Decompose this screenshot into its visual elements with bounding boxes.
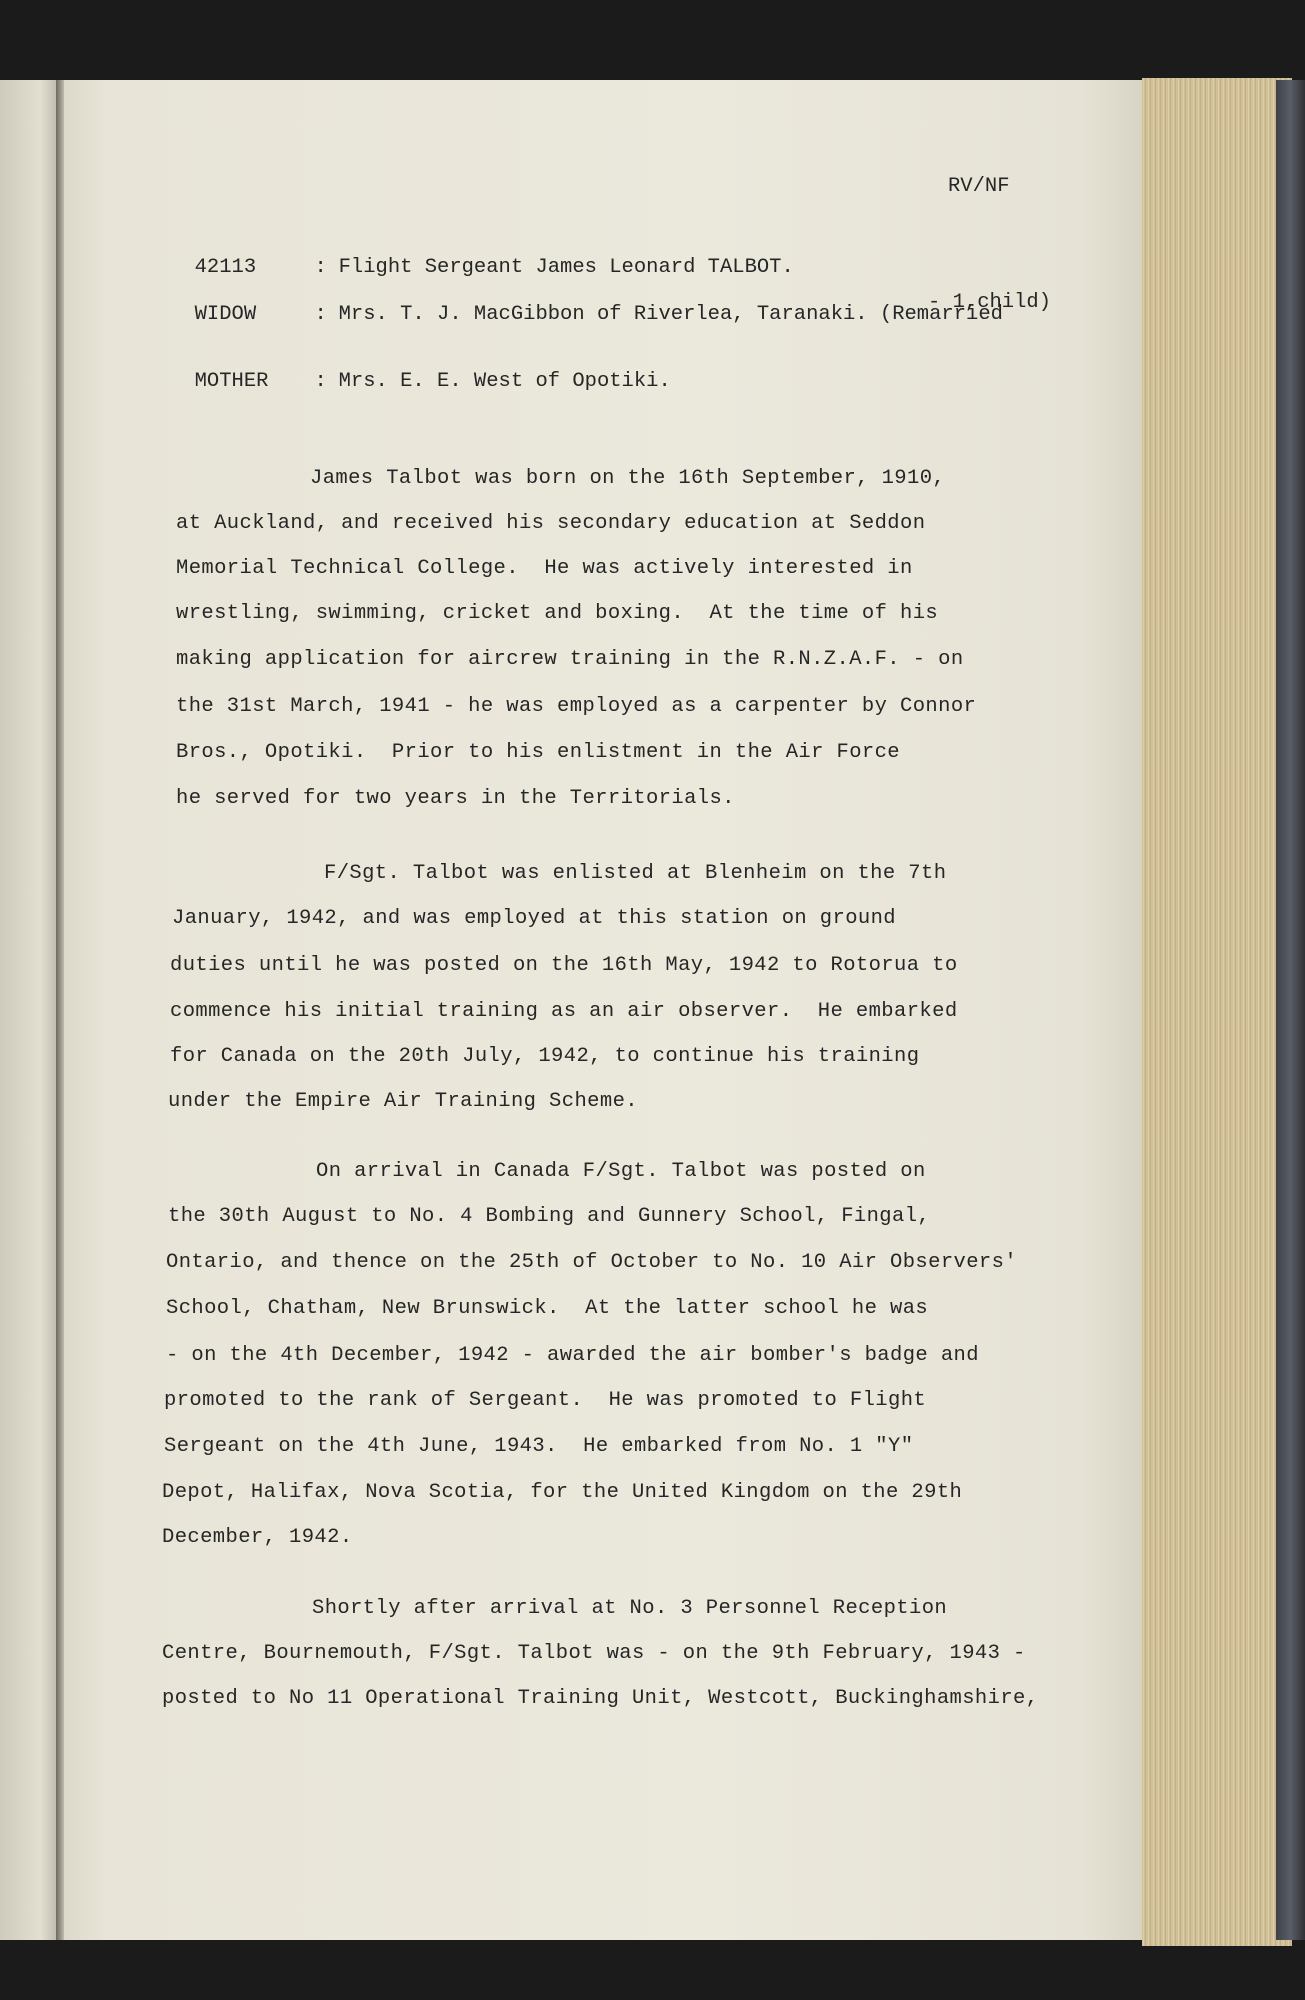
- paragraph-1-line: at Auckland, and received his secondary education at Seddon: [176, 512, 926, 535]
- header-value: Flight Sergeant James Leonard TALBOT.: [338, 256, 794, 279]
- book-cover: [1276, 80, 1305, 1940]
- paragraph-2-line: F/Sgt. Talbot was enlisted at Blenheim on the 7th: [324, 862, 947, 885]
- page-edges: [1142, 78, 1292, 1946]
- paragraph-3-line: the 30th August to No. 4 Bombing and Gunnery School, Fingal,: [168, 1205, 931, 1228]
- paragraph-4-line: Shortly after arrival at No. 3 Personnel Reception: [312, 1597, 948, 1620]
- header-colon: :: [314, 256, 327, 279]
- header-label: 42113: [194, 256, 257, 279]
- header-label: MOTHER: [194, 370, 269, 393]
- reference-code: RV/NF: [948, 175, 1010, 198]
- header-colon: :: [314, 370, 327, 393]
- paragraph-3-line: School, Chatham, New Brunswick. At the latter school he was: [166, 1297, 929, 1320]
- paragraph-3-line: Depot, Halifax, Nova Scotia, for the United Kingdom on the 29th: [162, 1481, 963, 1504]
- header-label: WIDOW: [194, 303, 257, 326]
- paragraph-4-line: Centre, Bournemouth, F/Sgt. Talbot was - on the 9th February, 1943 -: [162, 1642, 1026, 1665]
- paragraph-1-line: Bros., Opotiki. Prior to his enlistment in the Air Force: [176, 741, 901, 764]
- paragraph-3-line: Ontario, and thence on the 25th of October to No. 10 Air Observers': [166, 1251, 1018, 1274]
- paragraph-3-line: December, 1942.: [162, 1526, 353, 1549]
- paragraph-4-line: posted to No 11 Operational Training Unit, Westcott, Buckinghamshire,: [162, 1687, 1039, 1710]
- paragraph-1-line: he served for two years in the Territorials.: [176, 787, 735, 810]
- header-continuation: - 1,child): [928, 291, 1052, 314]
- paragraph-2-line: duties until he was posted on the 16th May, 1942 to Rotorua to: [170, 954, 958, 977]
- header-value: Mrs. E. E. West of Opotiki.: [338, 370, 671, 393]
- paragraph-3-line: Sergeant on the 4th June, 1943. He embarked from No. 1 "Y": [164, 1435, 914, 1458]
- paragraph-2-line: commence his initial training as an air observer. He embarked: [170, 1000, 958, 1023]
- header-row-service-number: [170, 233, 794, 279]
- paragraph-1-line: wrestling, swimming, cricket and boxing. At the time of his: [176, 602, 939, 625]
- header-row-mother: [170, 347, 671, 393]
- paragraph-2-line: January, 1942, and was employed at this station on ground: [172, 907, 897, 930]
- paragraph-1-line: making application for aircrew training in the R.N.Z.A.F. - on: [176, 648, 964, 671]
- header-colon: :: [314, 303, 327, 326]
- facing-page: [0, 80, 58, 1940]
- paragraph-1-line: James Talbot was born on the 16th September, 1910,: [310, 467, 946, 490]
- paragraph-2-line: for Canada on the 20th July, 1942, to continue his training: [170, 1045, 920, 1068]
- paragraph-1-line: Memorial Technical College. He was actively interested in: [176, 557, 913, 580]
- paragraph-3-line: - on the 4th December, 1942 - awarded the air bomber's badge and: [166, 1344, 979, 1367]
- paragraph-2-line: under the Empire Air Training Scheme.: [168, 1090, 638, 1113]
- paragraph-3-line: On arrival in Canada F/Sgt. Talbot was posted on: [316, 1160, 926, 1183]
- paragraph-3-line: promoted to the rank of Sergeant. He was promoted to Flight: [164, 1389, 927, 1412]
- header-value: Mrs. T. J. MacGibbon of Riverlea, Taranaki. (Remarried: [338, 303, 1003, 326]
- header-row-widow: [170, 280, 1003, 326]
- paragraph-1-line: the 31st March, 1941 - he was employed as a carpenter by Connor: [176, 695, 977, 718]
